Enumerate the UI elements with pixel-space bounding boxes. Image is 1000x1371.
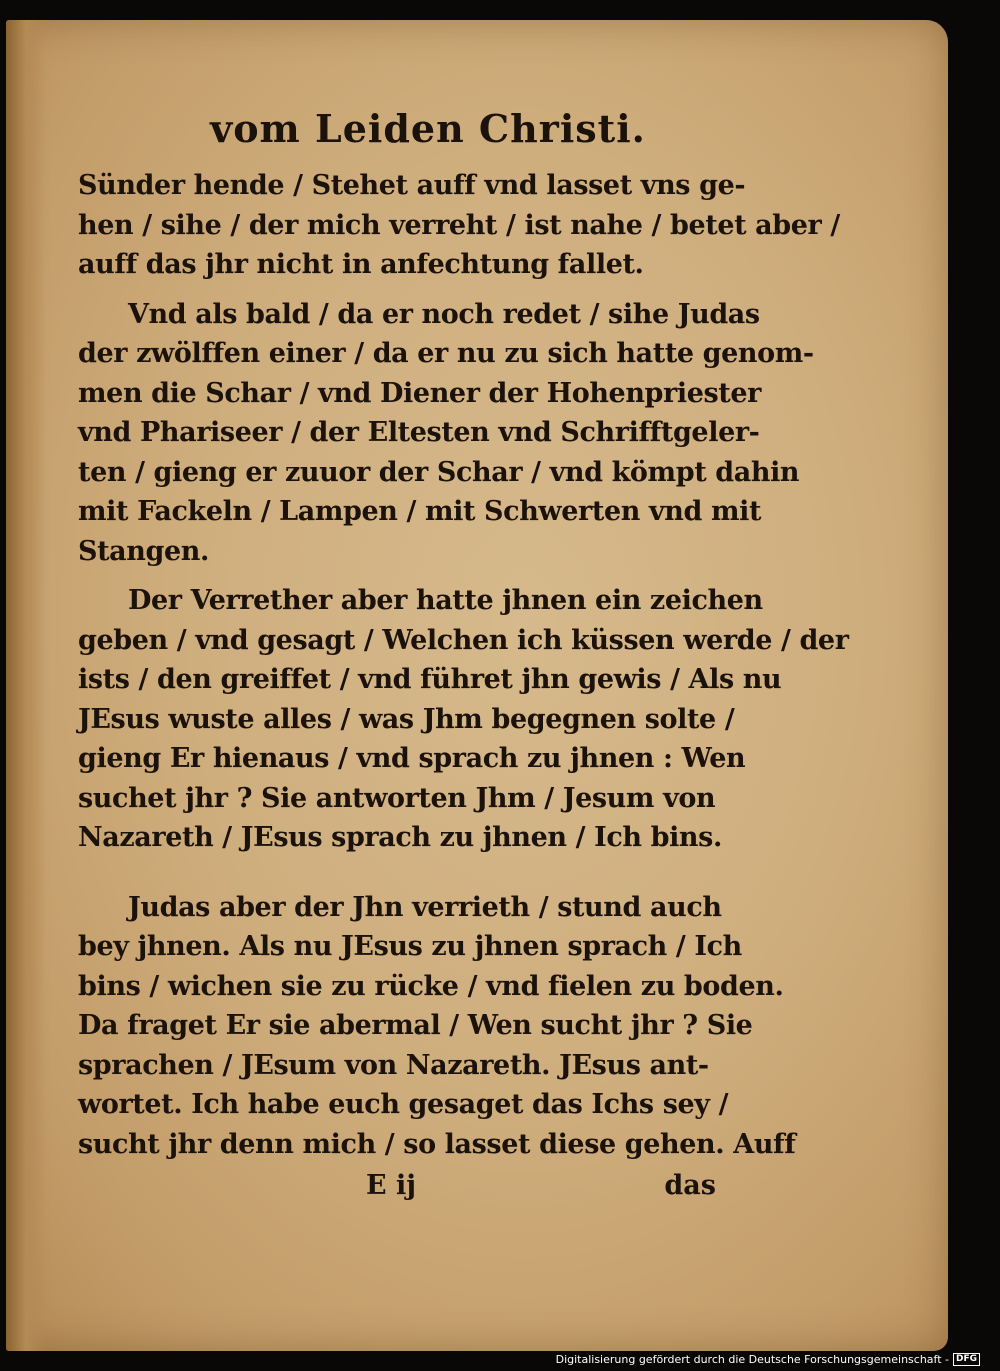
text-line: der zwölffen einer / da er nu zu sich hatte genom- (78, 338, 814, 369)
text-line: vnd Phariseer / der Eltesten vnd Schrifftgeler- (78, 417, 760, 448)
paragraph (78, 581, 849, 858)
dfg-logo-icon: DFG (953, 1353, 980, 1366)
body-text (78, 166, 849, 1164)
text-line: auff das jhr nicht in anfechtung fallet. (78, 249, 644, 280)
text-line: sucht jhr denn mich / so lasset diese gehen. Auff (78, 1128, 796, 1160)
text-line: Der Verrether aber hatte jhnen ein zeichen (128, 585, 763, 616)
catch-line (78, 1166, 738, 1206)
text-line: Vnd als bald / da er noch redet / sihe Judas (128, 298, 760, 330)
running-head: vom Leiden Christi. (210, 106, 646, 151)
text-line: wortet. Ich habe euch gesaget das Ichs sey / (78, 1089, 729, 1120)
text-line: suchet jhr ? Sie antworten Jhm / Jesum von (78, 782, 716, 814)
text-line: Nazareth / JEsus sprach zu jhnen / Ich bins. (78, 822, 722, 853)
paragraph (78, 295, 814, 572)
text-line: JEsus wuste alles / was Jhm begegnen solte / (78, 703, 735, 735)
book-page (6, 20, 948, 1351)
text-line: Da fraget Er sie abermal / Wen sucht jhr ? Sie (78, 1010, 753, 1041)
paragraph (78, 888, 796, 1165)
text-line: Judas aber der Jhn verrieth / stund auch (128, 891, 722, 923)
signature-mark: E ij (366, 1170, 417, 1201)
text-line: Stangen. (78, 535, 209, 567)
text-line: geben / vnd gesagt / Welchen ich küssen werde / der (78, 624, 849, 656)
text-line: ists / den greiffet / vnd führet jhn gewis / Als nu (78, 664, 782, 695)
text-line: gieng Er hienaus / vnd sprach zu jhnen : Wen (78, 743, 746, 774)
text-line: Sünder hende / Stehet auff vnd lasset vns ge- (78, 170, 746, 201)
paragraph (78, 166, 840, 285)
text-line: bins / wichen sie zu rücke / vnd fielen zu boden. (78, 970, 784, 1002)
text-line: mit Fackeln / Lampen / mit Schwerten vnd mit (78, 496, 762, 527)
footer-credit: Digitalisierung gefördert durch die Deutsche Forschungsgemeinschaft - (555, 1353, 949, 1366)
page-gutter (6, 20, 46, 1351)
text-line: men die Schar / vnd Diener der Hohenpriester (78, 377, 761, 409)
catchword: das (664, 1170, 716, 1201)
digitization-footer (556, 1353, 980, 1366)
text-line: hen / sihe / der mich verreht / ist nahe / betet aber / (78, 209, 840, 241)
text-line: sprachen / JEsum von Nazareth. JEsus ant- (78, 1049, 709, 1081)
text-line: bey jhnen. Als nu JEsus zu jhnen sprach / Ich (78, 931, 742, 962)
text-block (78, 102, 849, 1206)
text-line: ten / gieng er zuuor der Schar / vnd kömpt dahin (78, 456, 800, 488)
